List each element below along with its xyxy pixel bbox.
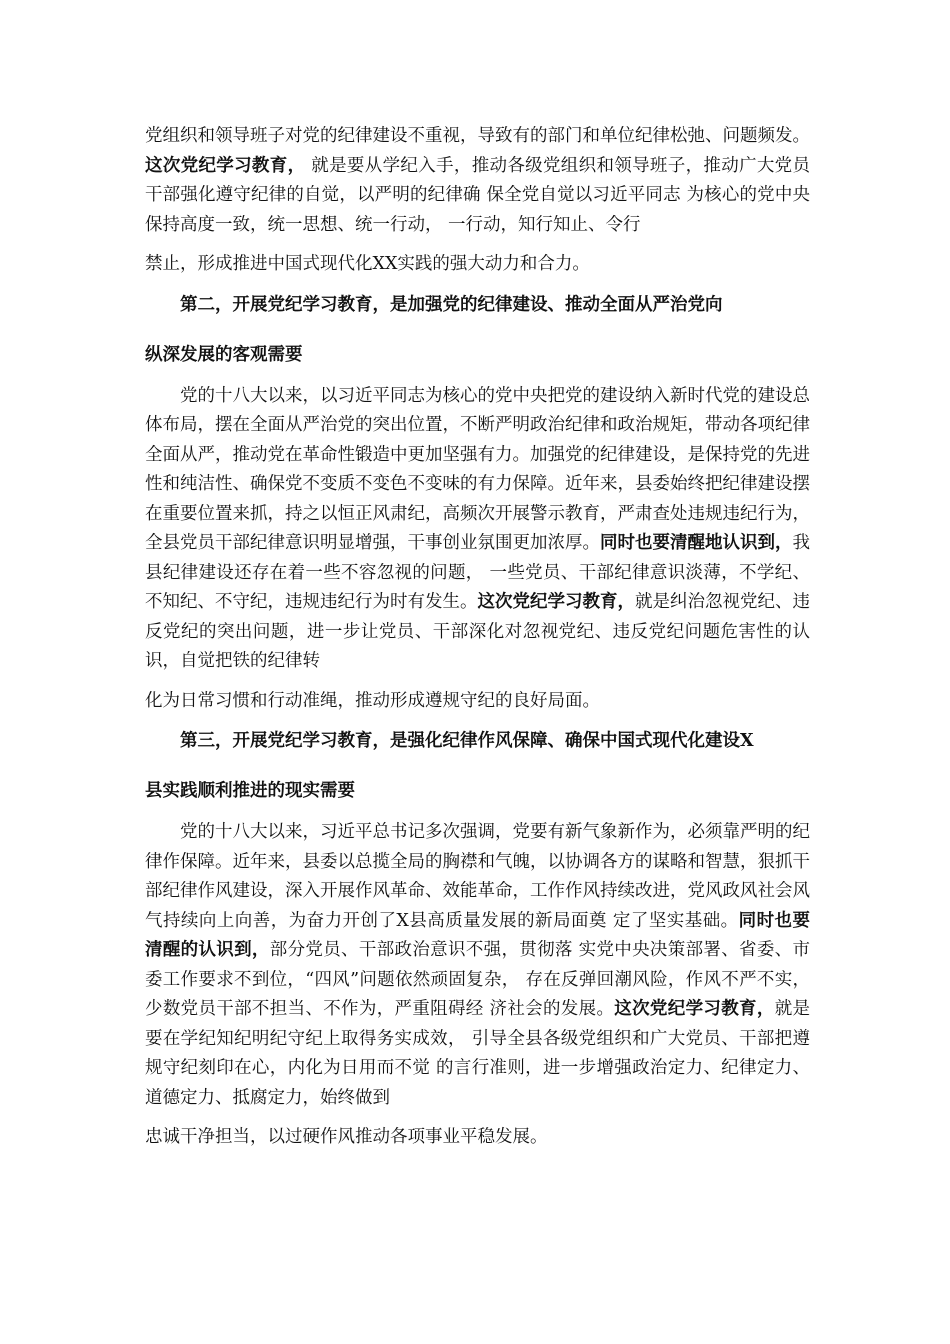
paragraph-3-text-c: 就是纠治忽视党纪、违反党纪的突出问题，进一步让党员、干部深化对忽视党纪、违反党纪问题危害性的认识，自觉把铁的纪律转	[145, 592, 810, 671]
document-page	[145, 122, 810, 1153]
paragraph-4: 化为日常习惯和行动准绳，推动形成遵规守纪的良好局面。	[145, 690, 600, 711]
section-heading-3-line-2: 县实践顺利推进的现实需要	[145, 781, 355, 801]
section-heading-3	[145, 726, 810, 806]
paragraph-5-bold-b: 这次党纪学习教育，	[614, 999, 775, 1019]
paragraph-3-text-a: 党的十八大以来，以习近平同志为核心的党中央把党的建设纳入新时代党的建设总体布局，摆在全面从严治党的突出位置，不断严明政治纪律和政治规矩，带动各项纪律全面从严，推动党在革命性锻造中更加坚强有力。加强党的纪律建设，是保持党的先进性和纯洁性、确保党不变质不变色不变味的有力保障。近年来，县委始终把纪律建设摆在重要位置来抓，持之以恒正风肃纪，高频次开展警示教育，严肃查处违规违纪行为，全县党员干部纪律意识明显增强，干事创业氛围更加浓厚。	[145, 385, 810, 553]
paragraph-1-text-b: 就是要从学纪入手，推动各级党组织和领导班子，推动广大党员干部强化遵守纪律的自觉，以严明的纪律确 保全党自觉以习近平同志 为核心的党中央保持高度一致，统一思想、统一行动， 一行动，知行知止、令行	[145, 155, 811, 235]
paragraph-5-text-a: 党的十八大以来，习近平总书记多次强调，党要有新气象新作为，必须靠严明的纪律作保障。近年来，县委以总揽全局的胸襟和气魄，以协调各方的谋略和智慧，狠抓干部纪律作风建设，深入开展作风革命、效能革命，工作作风持续改进，党风政风社会风气持续向上向善，为奋力开创了X县高质量发展的新局面奠 定了坚实基础。	[145, 822, 810, 931]
paragraph-1-bold-a: 这次党纪学习教育，	[145, 155, 306, 176]
section-heading-2	[145, 290, 810, 370]
paragraph-5-text-c: 就是要在学纪知纪明纪守纪上取得务实成效， 引导全县各级党组织和广大党员、干部把遵规守纪刻印在心，内化为日用而不觉 的言行准则，进一步增强政治定力、纪律定力、道德定力、抵腐定力，始终做到	[145, 999, 811, 1108]
paragraph-1-text-a: 党组织和领导班子对党的纪律建设不重视，导致有的部门和单位纪律松弛、问题频发。	[145, 126, 810, 146]
paragraph-1	[145, 122, 810, 240]
paragraph-6: 忠诚干净担当，以过硬作风推动各项事业平稳发展。	[145, 1127, 548, 1147]
paragraph-3	[145, 382, 810, 677]
paragraph-5	[145, 818, 810, 1113]
section-heading-2-line-1: 第二，开展党纪学习教育，是加强党的纪律建设、推动全面从严治党向	[180, 294, 723, 315]
paragraph-3-text-b: 我县纪律建设还存在着一些不容忽视的问题， 一些党员、干部纪律意识淡薄，不学纪、不知纪、不守纪，违规违纪行为时有发生。	[145, 533, 810, 612]
paragraph-5-text-b: 部分党员、干部政治意识不强，贯彻落 实党中央决策部署、省委、市委工作要求不到位，“四风”问题依然顽固复杂， 存在反弹回潮风险，作风不严不实，少数党员干部不担当、不作为，严重阻碍经 济社会的发展。	[145, 940, 811, 1019]
paragraph-3-bold-a: 同时也要清醒地认识到，	[600, 533, 793, 553]
paragraph-5-bold-a: 同时也要清醒的认识到，	[145, 910, 811, 960]
section-heading-2-line-2: 纵深发展的客观需要	[145, 344, 303, 365]
paragraph-2: 禁止，形成推进中国式现代化XX实践的强大动力和合力。	[145, 254, 590, 274]
paragraph-3-bold-b: 这次党纪学习教育，	[477, 592, 635, 612]
section-heading-3-line-1: 第三，开展党纪学习教育，是强化纪律作风保障、确保中国式现代化建设X	[180, 731, 754, 751]
